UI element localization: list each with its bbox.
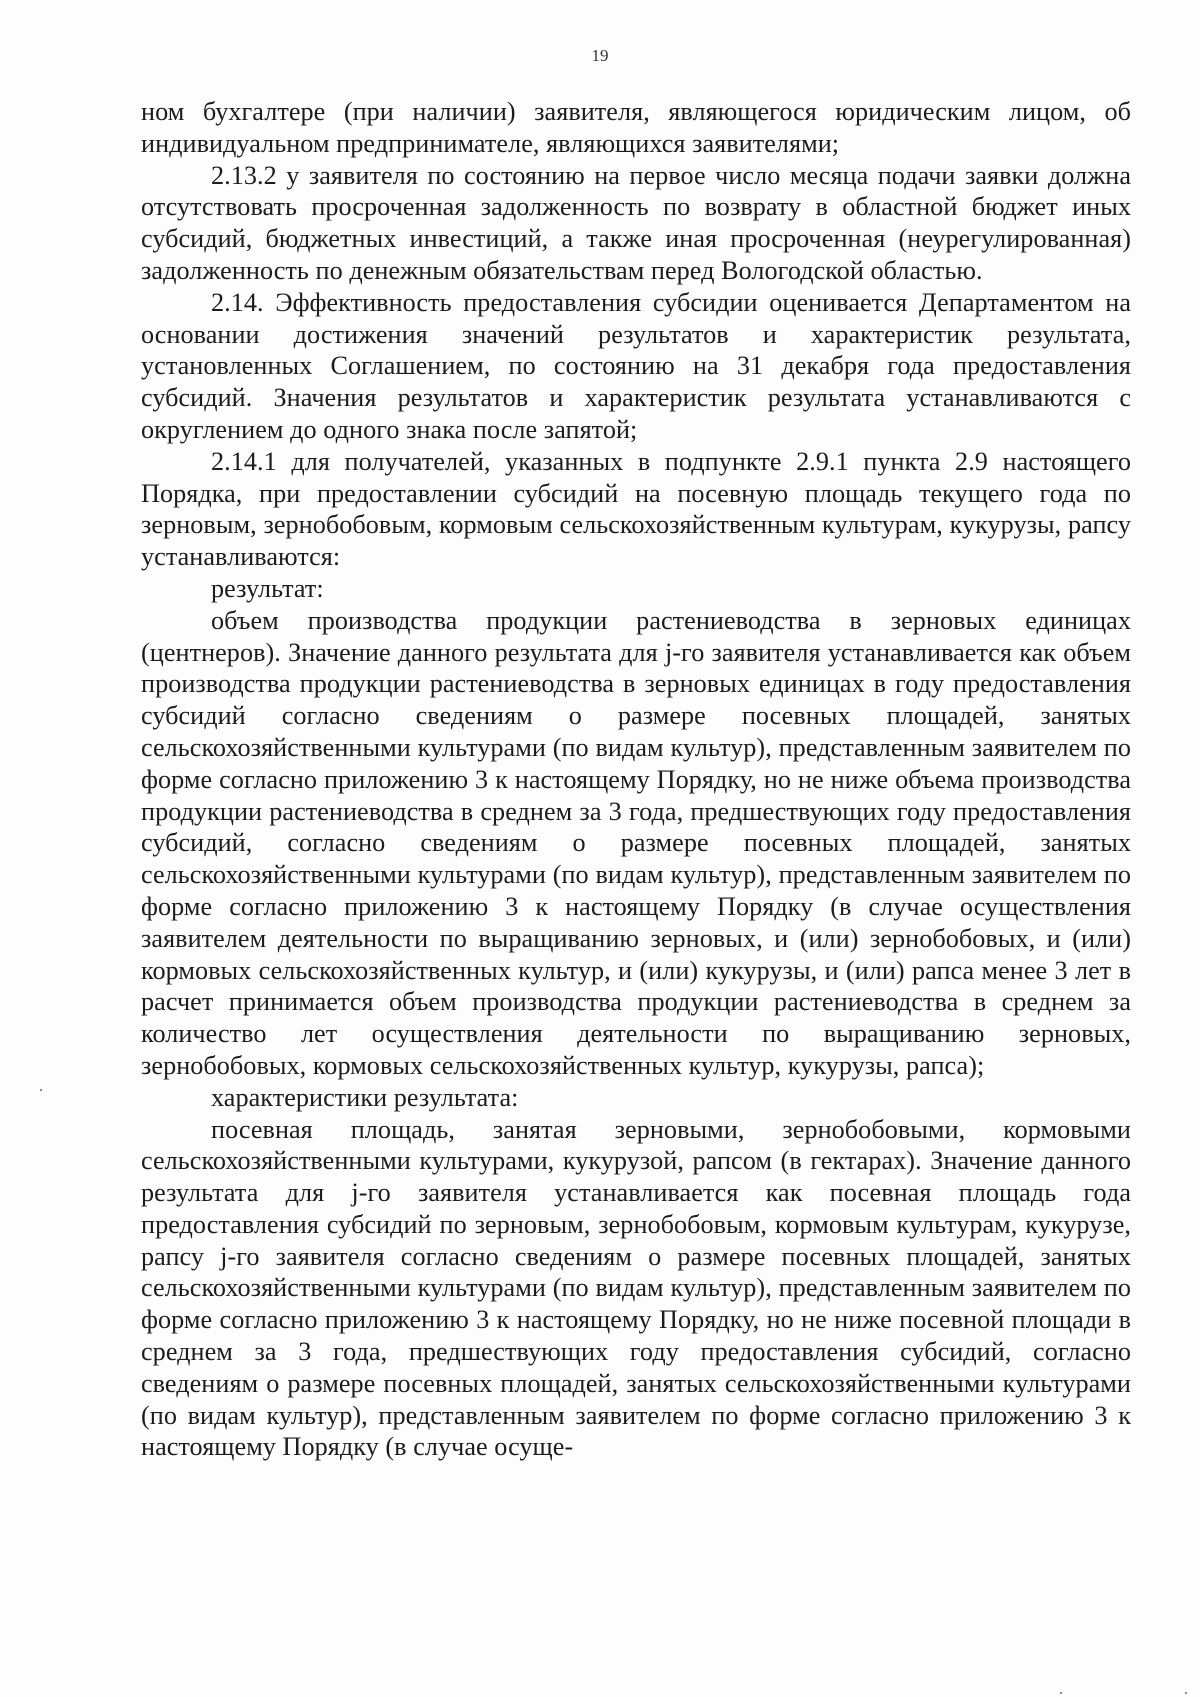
scan-speck [1185, 1692, 1187, 1694]
paragraph-2-13-2: 2.13.2 у заявителя по состоянию на первое число месяца подачи заявки должна отсутствовать просроченная задолженность по возврату в областной бюджет иных субсидий, бюджетных инвестиций, а также иная просроченная (неурегулированная) задолженность по денежным обязательствам перед Вологодской областью. [141, 160, 1131, 285]
paragraph-2-14-1: 2.14.1 для получателей, указанных в подпункте 2.9.1 пункта 2.9 настоящего Порядка, при предоставлении субсидий на посевную площадь текущего года по зерновым, зернобобовым, кормовым сельскохозяйственным культурам, кукурузы, рапсу устанавливаются: [141, 446, 1131, 572]
paragraph-2-14: 2.14. Эффективность предоставления субсидии оценивается Департаментом на основании достижения значений результатов и характеристик результата, установленных Соглашением, по состоянию на 31 декабря года предоставления субсидий. Значения результатов и характеристик результата устанавливаются с округлением до одного знака после запятой; [141, 287, 1131, 444]
heading-result: результат: [211, 573, 324, 603]
scan-speck [40, 1089, 42, 1091]
paragraph-characteristics-definition: посевная площадь, занятая зерновыми, зернобобовыми, кормовыми сельскохозяйственными культурами, кукурузой, рапсом (в гектарах). Значение данного результата для j-го заявителя устанавливается как посевная площадь года предоставления субсидий по зерновым, зернобобовым, кормовым культурам, кукурузе, рапсу j-го заявителя согласно сведениям о размере посевных площадей, занятых сельскохозяйственными культурами (по видам культур), представленным заявителем по форме согласно приложению 3 к настоящему Порядку, но не ниже посевной площади в среднем за 3 года, предшествующих году предоставления субсидий, согласно сведениям о размере посевных площадей, занятых сельскохозяйственными культурами (по видам культур), представленным заявителем по форме согласно приложению 3 к настоящему Порядку (в случае осуще- [141, 1114, 1131, 1462]
scan-speck [1060, 1692, 1062, 1694]
paragraph-continuation: ном бухгалтере (при наличии) заявителя, являющегося юридическим лицом, об индивидуальном предпринимателе, являющихся заявителями; [141, 97, 1131, 158]
heading-result-characteristics: характеристики результата: [211, 1082, 519, 1112]
page-number: 19 [591, 46, 609, 65]
paragraph-result-definition: объем производства продукции растениеводства в зерновых единицах (центнеров). Значение данного результата для j-го заявителя устанавливается как объем производства продукции растениеводства в зерновых единицах в году предоставления субсидий согласно сведениям о размере посевных площадей, занятых сельскохозяйственными культурами (по видам культур), представленным заявителем по форме согласно приложению 3 к настоящему Порядку, но не ниже объема производства продукции растениеводства в среднем за 3 года, предшествующих году предоставления субсидий, согласно сведениям о размере посевных площадей, занятых сельскохозяйственными культурами (по видам культур), представленным заявителем по форме согласно приложению 3 к настоящему Порядку (в случае осуществления заявителем деятельности по выращиванию зерновых, и (или) зернобобовых, и (или) кормовых сельскохозяйственных культур, и (или) кукурузы, и (или) рапса менее 3 лет в расчет принимается объем производства продукции растениеводства в среднем за количество лет осуществления деятельности по выращиванию зерновых, зернобобовых, кормовых сельскохозяйственных культур, кукурузы, рапса); [141, 605, 1131, 1080]
document-body [141, 96, 1131, 1463]
